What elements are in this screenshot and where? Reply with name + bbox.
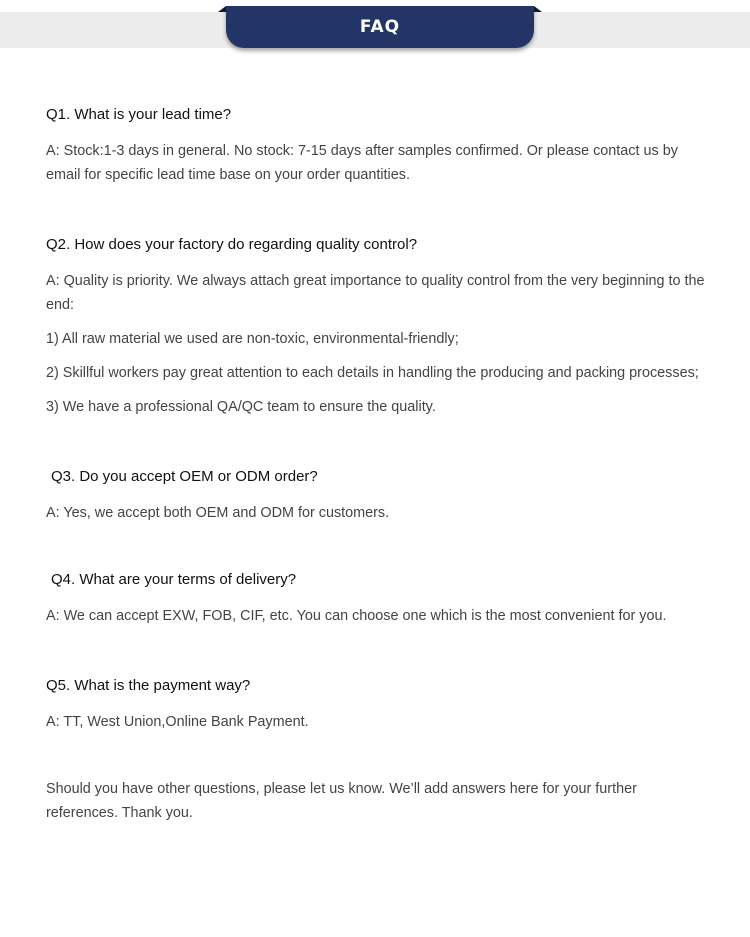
- question-q1: Q1. What is your lead time?: [46, 106, 232, 123]
- faq-content: [46, 106, 706, 825]
- answer-q2-point-1: 1) All raw material we used are non-toxic, environmental-friendly;: [46, 331, 459, 347]
- page-title: FAQ: [359, 17, 401, 37]
- answer-q2-point-3: 3) We have a professional QA/QC team to ensure the quality.: [46, 399, 436, 415]
- closing-note: Should you have other questions, please let us know. We’ll add answers here for your further references. Thank you.: [46, 781, 637, 821]
- faq-item-q1: [46, 106, 706, 187]
- faq-item-q2: [46, 236, 706, 419]
- question-q4: Q4. What are your terms of delivery?: [51, 571, 297, 588]
- question-q3: Q3. Do you accept OEM or ODM order?: [51, 468, 318, 485]
- question-q2: Q2. How does your factory do regarding quality control?: [46, 236, 418, 253]
- faq-title-tab: [226, 6, 534, 48]
- answer-q3: A: Yes, we accept both OEM and ODM for customers.: [46, 505, 390, 521]
- answer-q1: A: Stock:1-3 days in general. No stock: 7-15 days after samples confirmed. Or please contact us by email for specific lead time base on your order quantities.: [46, 143, 678, 183]
- faq-item-q5: [46, 677, 706, 734]
- answer-q2-point-2: 2) Skillful workers pay great attention to each details in handling the producing and packing processes;: [46, 365, 699, 381]
- tab-flap-left: [218, 6, 226, 12]
- tab-flap-right: [534, 6, 542, 12]
- faq-item-q3: [46, 468, 706, 525]
- question-q5: Q5. What is the payment way?: [46, 677, 251, 694]
- answer-q4: A: We can accept EXW, FOB, CIF, etc. You can choose one which is the most convenient for you.: [46, 608, 667, 624]
- answer-q5: A: TT, West Union,Online Bank Payment.: [46, 714, 309, 730]
- answer-q2: A: Quality is priority. We always attach great importance to quality control from the very beginning to the end:: [46, 273, 705, 313]
- faq-item-q4: [46, 571, 706, 628]
